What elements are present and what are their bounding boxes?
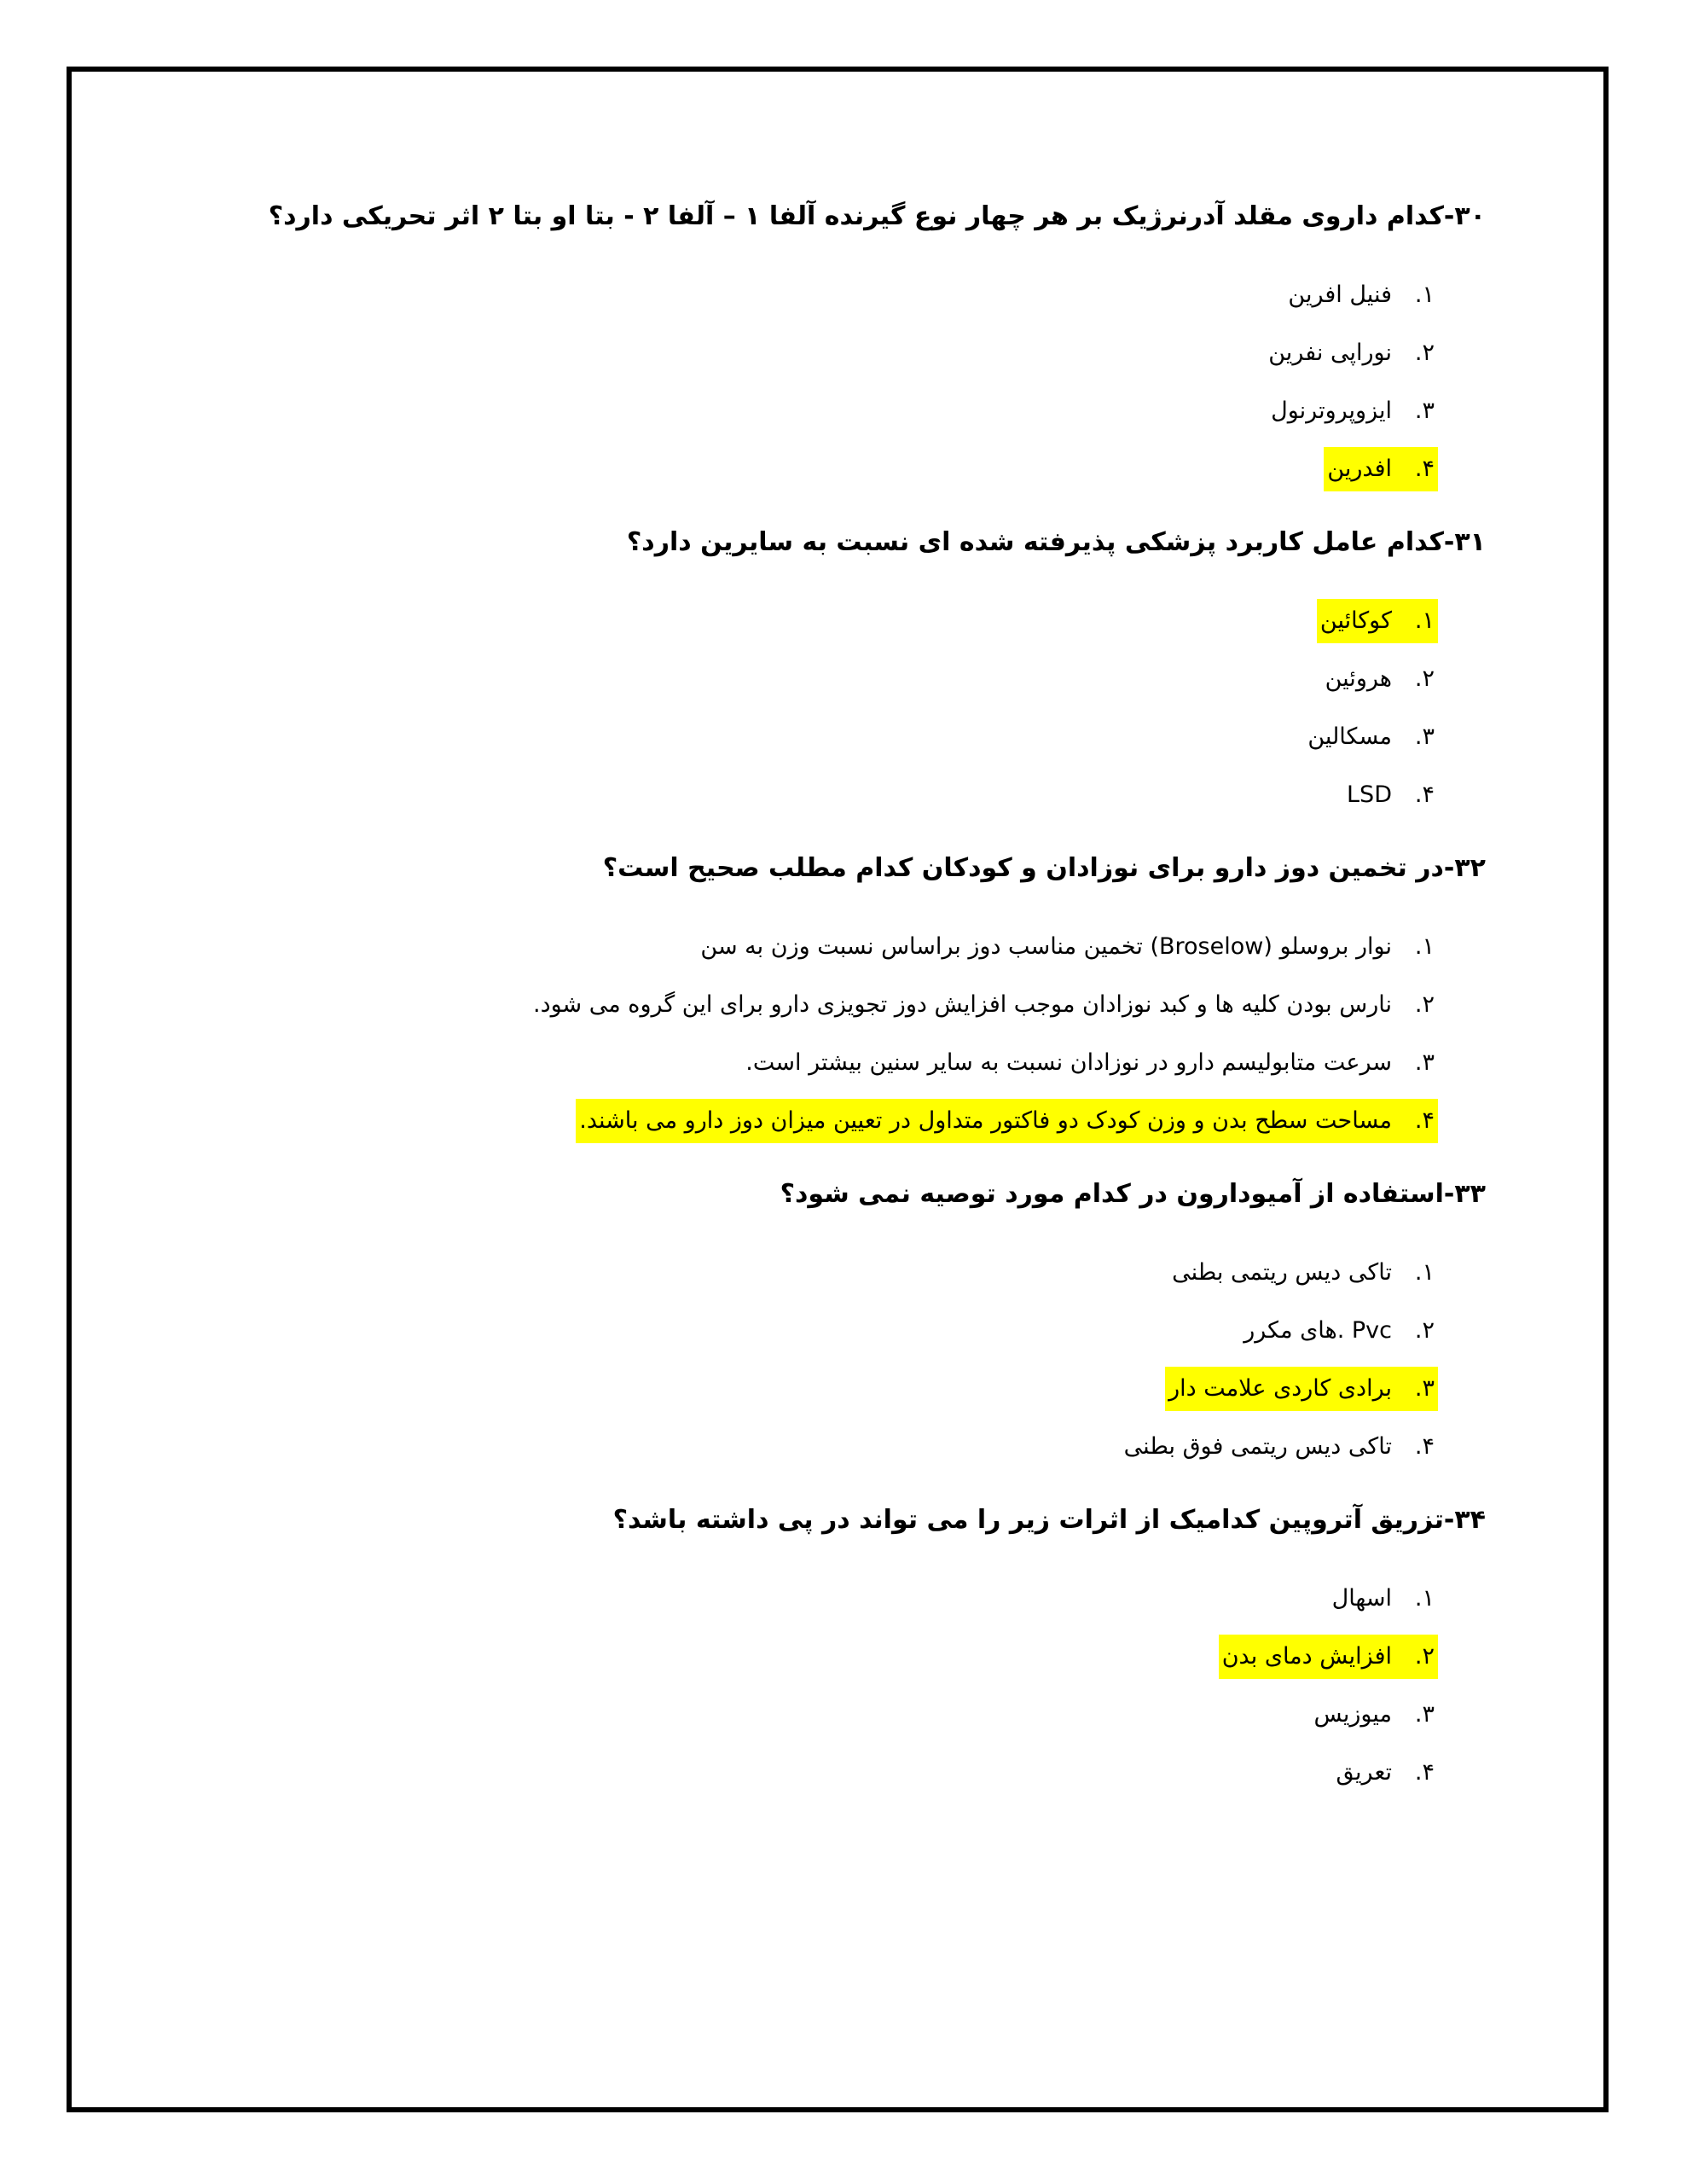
option-item — [189, 447, 1438, 491]
option-text: نوار بروسلو (Broselow) تخمین مناسب دوز براساس نسبت وزن به سن — [700, 933, 1392, 960]
option-body — [1265, 331, 1438, 375]
question-title: ۳۱-کدام عامل کاربرد پزشکی پذیرفته شده ای نسبت به سایرین دارد؟ — [626, 527, 1486, 557]
option-list — [189, 273, 1486, 491]
option-list — [189, 1251, 1486, 1469]
option-item — [189, 1367, 1438, 1411]
option-number: ۳. — [1414, 1049, 1435, 1076]
option-text: فنیل افرین — [1288, 282, 1392, 308]
option-number: ۱. — [1414, 933, 1435, 960]
option-item — [189, 773, 1438, 817]
option-text: مساحت سطح بدن و وزن کودک دو فاکتور متداول در تعیین میزان دوز دارو می باشند. — [579, 1107, 1392, 1134]
option-body — [1165, 1367, 1438, 1411]
option-item — [189, 715, 1438, 759]
question-30 — [189, 196, 1486, 491]
option-item — [189, 1251, 1438, 1295]
option-text: نوراپی نفرین — [1268, 340, 1392, 366]
option-number: ۳. — [1414, 1701, 1435, 1728]
option-text: تاکی دیس ریتمی فوق بطنی — [1123, 1433, 1392, 1460]
option-number: ۱. — [1414, 282, 1435, 308]
option-text: میوزیس — [1313, 1701, 1392, 1728]
option-item — [189, 599, 1438, 643]
option-item — [189, 1041, 1438, 1085]
option-number: ۱. — [1414, 607, 1435, 634]
option-text: افدرین — [1327, 456, 1392, 482]
option-text: تاکی دیس ریتمی بطنی — [1172, 1259, 1392, 1286]
option-body — [1304, 715, 1438, 759]
option-number: ۴. — [1414, 1107, 1435, 1134]
question-title: ۳۳-استفاده از آمیودارون در کدام مورد توصیه نمی شود؟ — [780, 1179, 1486, 1209]
option-text: اسهال — [1331, 1585, 1392, 1612]
option-body — [742, 1041, 1438, 1085]
option-text: کوکائین — [1319, 607, 1392, 634]
option-number: ۴. — [1414, 456, 1435, 482]
option-text: نارس بودن کلیه ها و کبد نوزادان موجب افزایش دوز تجویزی دارو برای این گروه می شود. — [532, 991, 1392, 1018]
question-33 — [189, 1174, 1486, 1469]
option-item — [189, 331, 1438, 375]
option-body — [1317, 599, 1438, 643]
option-body — [1121, 1425, 1438, 1469]
option-number: ۱. — [1414, 1259, 1435, 1286]
option-item — [189, 273, 1438, 317]
option-text: هروئین — [1325, 665, 1392, 692]
option-number: ۴. — [1414, 1759, 1435, 1786]
option-item — [189, 1693, 1438, 1737]
question-title: ۳۴-تزریق آتروپین کدامیک از اثرات زیر را می تواند در پی داشته باشد؟ — [612, 1505, 1486, 1535]
option-body — [1329, 1577, 1438, 1621]
option-item — [189, 389, 1438, 433]
option-number: ۳. — [1414, 1375, 1435, 1402]
option-text: افزایش دمای بدن — [1221, 1643, 1392, 1670]
question-31 — [189, 522, 1486, 817]
option-body — [1219, 1635, 1438, 1679]
option-body — [530, 983, 1438, 1027]
option-item — [189, 1309, 1438, 1353]
option-text: ایزوپروترنول — [1271, 398, 1392, 424]
option-list — [189, 1577, 1486, 1795]
option-number: ۲. — [1414, 340, 1435, 366]
option-item — [189, 983, 1438, 1027]
option-text: تعریق — [1336, 1759, 1392, 1786]
option-body — [1240, 1309, 1438, 1353]
option-number: ۲. — [1414, 991, 1435, 1018]
option-body — [1310, 1693, 1438, 1737]
question-34 — [189, 1500, 1486, 1795]
option-item — [189, 1425, 1438, 1469]
option-text: سرعت متابولیسم دارو در نوزادان نسبت به سایر سنین بیشتر است. — [745, 1049, 1392, 1076]
option-body — [576, 1099, 1438, 1143]
option-text: مسکالین — [1307, 723, 1392, 750]
option-text: برادی کاردی علامت دار — [1168, 1375, 1392, 1402]
option-text: LSD — [1347, 781, 1392, 808]
option-item — [189, 1099, 1438, 1143]
question-title: ۳۰-کدام داروی مقلد آدرنرژیک بر هر چهار نوع گیرنده آلفا ۱ – آلفا ۲ - بتا او بتا ۲ اثر تحریکی دارد؟ — [268, 201, 1486, 231]
option-number: ۳. — [1414, 723, 1435, 750]
option-body — [1322, 657, 1438, 701]
document-content — [189, 196, 1486, 1826]
option-body — [1333, 1751, 1438, 1795]
option-number: ۴. — [1414, 1433, 1435, 1460]
option-number: ۲. — [1414, 1317, 1435, 1344]
option-item — [189, 1751, 1438, 1795]
option-number: ۲. — [1414, 665, 1435, 692]
option-body — [1267, 389, 1438, 433]
question-32 — [189, 848, 1486, 1143]
option-body — [697, 925, 1438, 969]
question-title: ۳۲-در تخمین دوز دارو برای نوزادان و کودکان کدام مطلب صحیح است؟ — [602, 853, 1486, 883]
option-list — [189, 925, 1486, 1143]
option-item — [189, 1635, 1438, 1679]
option-body — [1168, 1251, 1438, 1295]
option-item — [189, 657, 1438, 701]
option-number: ۳. — [1414, 398, 1435, 424]
option-item — [189, 925, 1438, 969]
option-text: Pvc .های مکرر — [1244, 1317, 1392, 1344]
option-body — [1343, 773, 1438, 817]
option-body — [1324, 447, 1438, 491]
option-list — [189, 599, 1486, 817]
option-number: ۲. — [1414, 1643, 1435, 1670]
option-number: ۴. — [1414, 781, 1435, 808]
option-body — [1284, 273, 1438, 317]
option-item — [189, 1577, 1438, 1621]
option-number: ۱. — [1414, 1585, 1435, 1612]
